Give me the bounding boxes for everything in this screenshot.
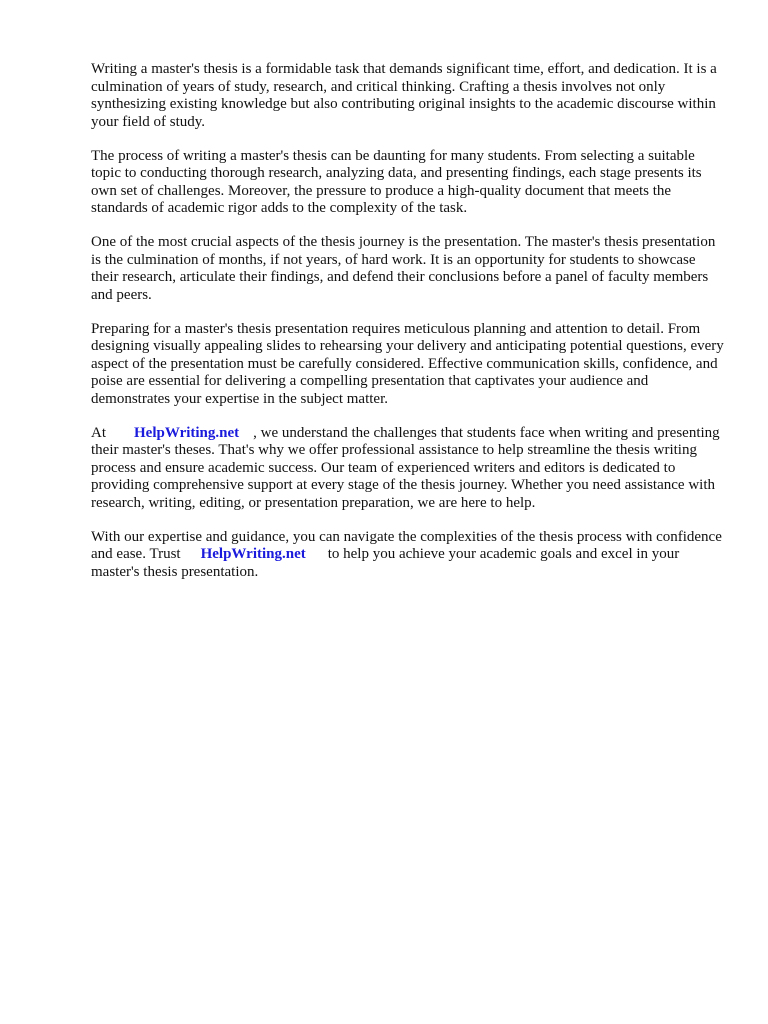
paragraph-5-rest: , we understand the challenges that students face when writing and presenting their master's theses. That's why we offer professional assistance to help streamline the thesis writing process and ensure academic success. Our team of experienced writers and editors is dedicated to providing comprehensive support at every stage of the thesis journey. Whether you need assistance with research, writing, editing, or presentation preparation, we are here to help.	[91, 424, 720, 511]
paragraph-1: Writing a master's thesis is a formidable task that demands significant time, effort, and dedication. It is a culmination of years of study, research, and critical thinking. Crafting a thesis involves not only synthesizing existing knowledge but also contributing original insights to the academic discourse within your field of study.	[91, 61, 717, 130]
helpwriting-link-2[interactable]: HelpWriting.net	[200, 546, 306, 562]
helpwriting-link[interactable]: HelpWriting.net	[134, 424, 240, 441]
document-body	[91, 61, 726, 598]
paragraph-6	[91, 529, 726, 582]
paragraph-5	[91, 425, 726, 513]
paragraph-3: One of the most crucial aspects of the thesis journey is the presentation. The master's thesis presentation is the culmination of months, if not years, of hard work. It is an opportunity for students to showcase their research, articulate their findings, and defend their conclusions before a panel of faculty members and peers.	[91, 234, 716, 303]
paragraph-6-rest: to help you achieve your academic goals and excel in your master's thesis presentation.	[91, 546, 680, 580]
paragraph-4: Preparing for a master's thesis presentation requires meticulous planning and attention to detail. From designing visually appealing slides to rehearsing your delivery and anticipating potential questions, every aspect of the presentation must be carefully considered. Effective communication skills, confidence, and poise are essential for delivering a compelling presentation that captivates your audience and demonstrates your expertise in the subject matter.	[91, 320, 724, 407]
paragraph-6-lead: With our expertise and guidance, you can navigate the complexities of the thesis process with confidence and ease. Trust	[91, 528, 722, 562]
paragraph-2: The process of writing a master's thesis can be daunting for many students. From selecting a suitable topic to conducting thorough research, analyzing data, and presenting findings, each stage presents its own set of challenges. Moreover, the pressure to produce a high-quality document that meets the standards of academic rigor adds to the complexity of the task.	[91, 147, 702, 216]
paragraph-5-lead: At	[91, 424, 106, 441]
